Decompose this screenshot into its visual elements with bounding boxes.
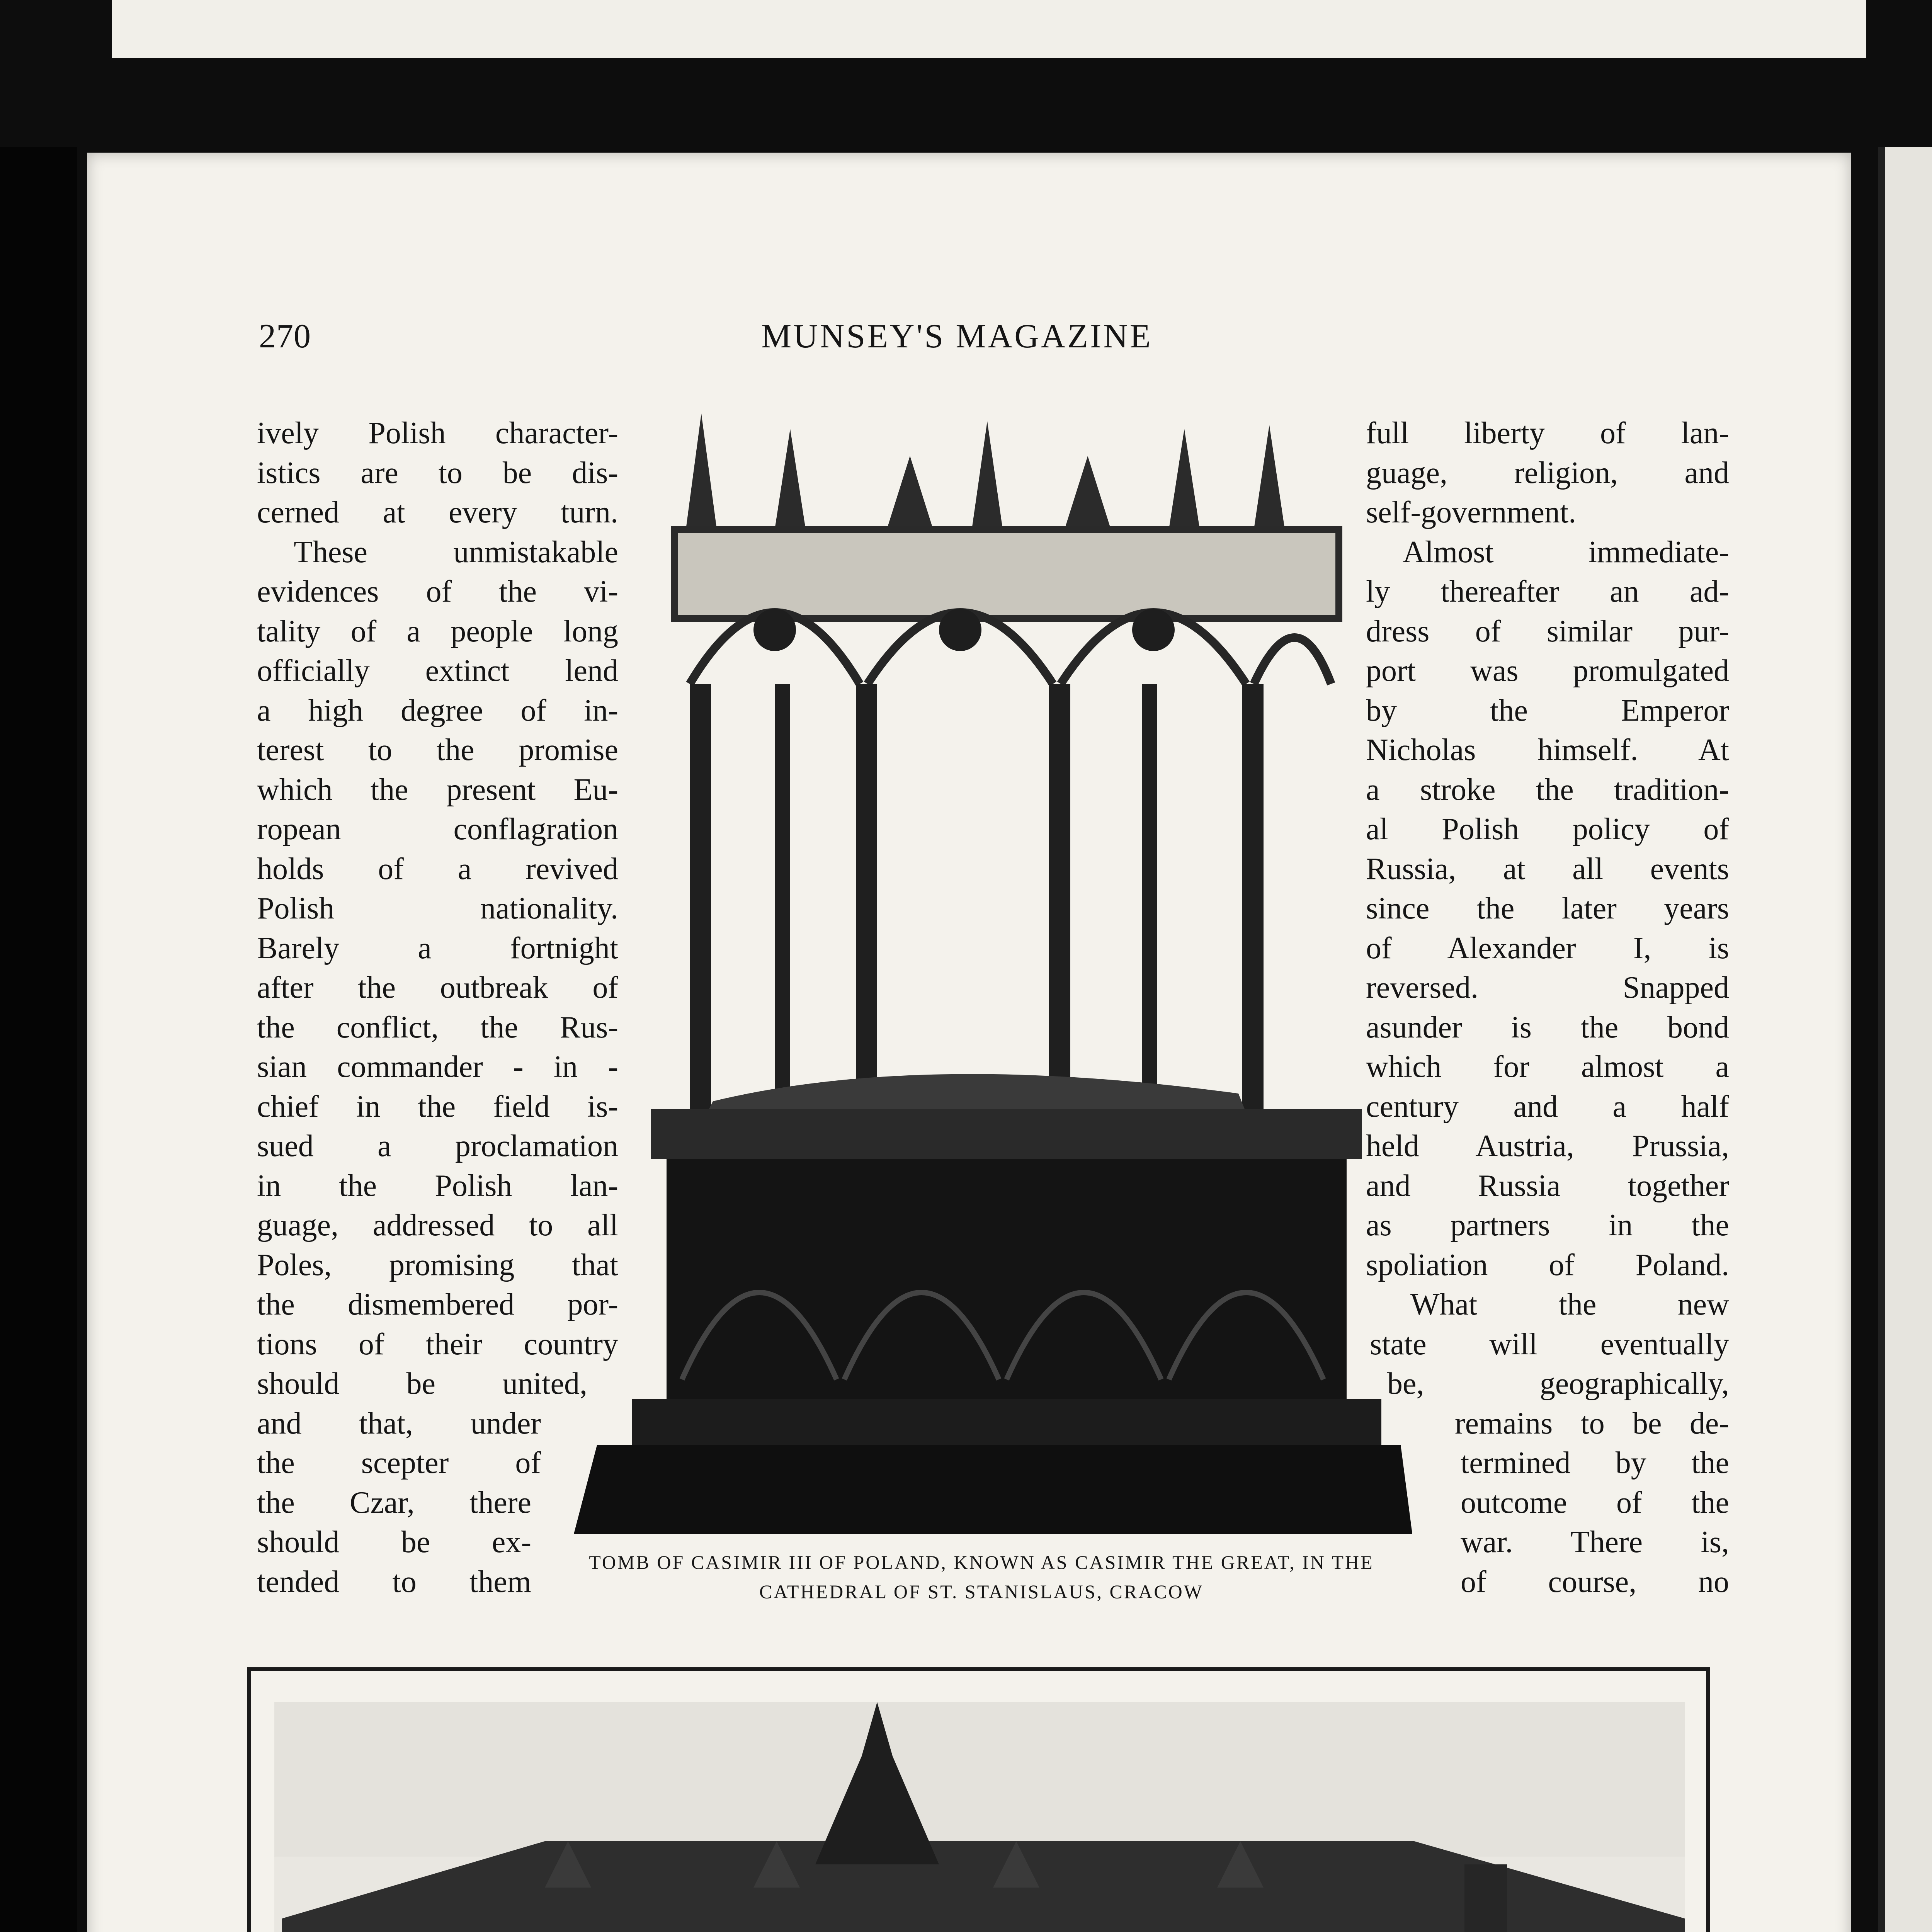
- text-line: the Czar, there: [257, 1485, 531, 1520]
- text-line: dress of similar pur-: [1366, 614, 1729, 648]
- next-page-spine: [1878, 147, 1932, 1932]
- left-text-column: [257, 413, 618, 1602]
- text-line: war. There is,: [1461, 1525, 1729, 1559]
- text-line: port was promulgated: [1366, 654, 1729, 688]
- text-line: remains to be de-: [1455, 1406, 1729, 1440]
- text-line: century and a half: [1366, 1089, 1729, 1124]
- text-line: Polish nationality.: [257, 891, 618, 925]
- text-line: holds of a revived: [257, 852, 618, 886]
- text-line: the scepter of: [257, 1446, 541, 1480]
- text-line: of Alexander I, is: [1366, 931, 1729, 965]
- tomb-pinnacles: [686, 413, 1285, 529]
- text-line: tions of their country: [257, 1327, 618, 1361]
- running-title: MUNSEY'S MAGAZINE: [761, 318, 1153, 355]
- text-line: Russia, at all events: [1366, 852, 1729, 886]
- text-line: These unmistakable: [294, 535, 618, 569]
- tomb-illustration: [574, 413, 1412, 1534]
- text-line: guage, religion, and: [1366, 456, 1729, 490]
- text-line: asunder is the bond: [1366, 1010, 1729, 1044]
- text-line: the conflict, the Rus-: [257, 1010, 618, 1044]
- text-line: held Austria, Prussia,: [1366, 1129, 1729, 1163]
- text-line: after the outbreak of: [257, 971, 618, 1005]
- text-line: tended to them: [257, 1565, 531, 1599]
- text-line: reversed. Snapped: [1366, 971, 1729, 1005]
- text-line: be, geographically,: [1387, 1367, 1729, 1401]
- text-line: cerned at every turn.: [257, 495, 618, 529]
- tomb-plinth: [574, 1445, 1412, 1534]
- text-line: tality of a people long: [257, 614, 618, 648]
- text-line: Barely a fortnight: [257, 931, 618, 965]
- page-number: 270: [259, 318, 311, 355]
- text-line: Nicholas himself. At: [1366, 733, 1729, 767]
- text-line: What the new: [1410, 1287, 1729, 1321]
- text-line: the dismembered por-: [257, 1287, 618, 1321]
- text-line: spoliation of Poland.: [1366, 1248, 1729, 1282]
- text-line: in the Polish lan-: [257, 1168, 618, 1203]
- tomb-sarcophagus: [667, 1159, 1347, 1399]
- university-photo-frame: [247, 1667, 1710, 1932]
- text-line: sian commander - in -: [257, 1050, 618, 1084]
- text-line: al Polish policy of: [1366, 812, 1729, 846]
- text-line: by the Emperor: [1366, 693, 1729, 728]
- tomb-canopy: [674, 529, 1339, 618]
- text-line: outcome of the: [1461, 1485, 1729, 1520]
- text-line: ively Polish character-: [257, 416, 618, 450]
- text-line: terest to the promise: [257, 733, 618, 767]
- building-tower: [1464, 1864, 1507, 1932]
- text-line: Poles, promising that: [257, 1248, 618, 1282]
- text-line: a high degree of in-: [257, 693, 618, 728]
- text-line: state will eventually: [1370, 1327, 1729, 1361]
- text-line: should be ex-: [257, 1525, 531, 1559]
- tomb-base-step: [632, 1399, 1381, 1445]
- text-line: since the later years: [1366, 891, 1729, 925]
- text-line: Almost immediate-: [1403, 535, 1729, 569]
- text-line: sued a proclamation: [257, 1129, 618, 1163]
- text-line: should be united,: [257, 1367, 587, 1401]
- text-line: of course, no: [1461, 1565, 1729, 1599]
- tomb-columns: [690, 684, 1264, 1109]
- scanner-left-edge: [0, 147, 77, 1932]
- text-line: guage, addressed to all: [257, 1208, 618, 1242]
- text-line: termined by the: [1461, 1446, 1729, 1480]
- tomb-slab: [651, 1109, 1362, 1159]
- text-line: ly thereafter an ad-: [1366, 575, 1729, 609]
- text-line: and that, under: [257, 1406, 541, 1440]
- text-line: evidences of the vi-: [257, 575, 618, 609]
- previous-page-edge: [112, 0, 1866, 58]
- text-line: and Russia together: [1366, 1168, 1729, 1203]
- text-line: self-government.: [1366, 495, 1577, 529]
- text-line: as partners in the: [1366, 1208, 1729, 1242]
- text-line: officially extinct lend: [257, 654, 618, 688]
- university-photo: [274, 1702, 1685, 1932]
- text-line: which for almost a: [1366, 1050, 1729, 1084]
- text-line: which the present Eu-: [257, 772, 618, 807]
- text-line: istics are to be dis-: [257, 456, 618, 490]
- text-line: ropean conflagration: [257, 812, 618, 846]
- right-text-column: [1366, 413, 1729, 1602]
- text-line: full liberty of lan-: [1366, 416, 1729, 450]
- tomb-caption: TOMB OF CASIMIR III OF POLAND, KNOWN AS CASIMIR THE GREAT, IN THE CATHEDRAL OF ST. STANISLAUS, CRACOW: [589, 1551, 1374, 1602]
- text-line: chief in the field is-: [257, 1089, 618, 1124]
- text-line: a stroke the tradition-: [1366, 772, 1729, 807]
